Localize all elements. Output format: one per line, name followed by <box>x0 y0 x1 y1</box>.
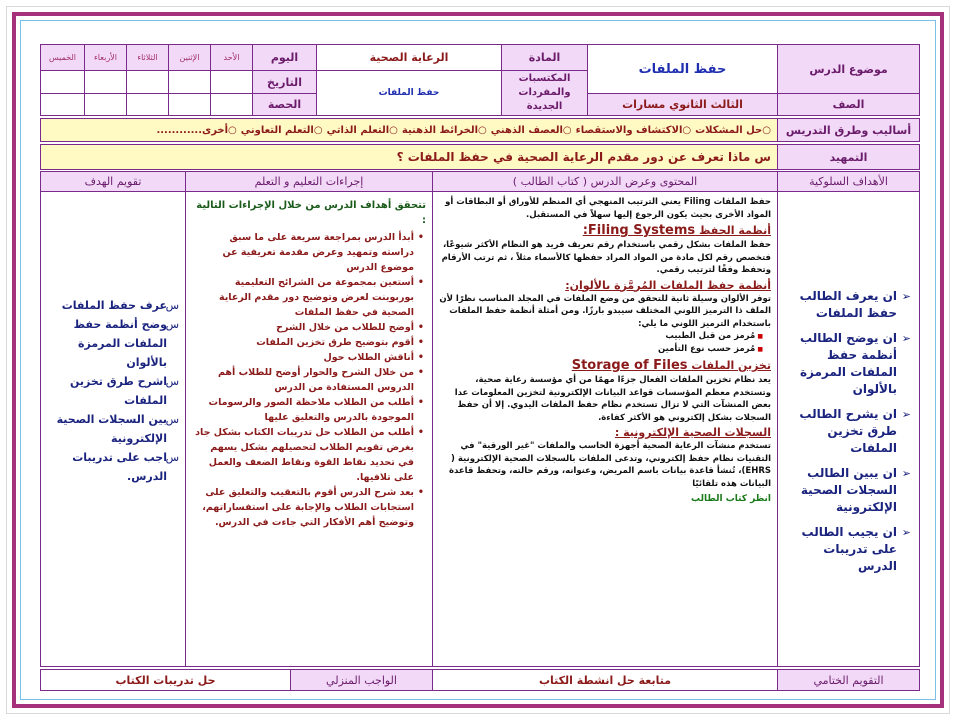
grade-value-text: الثالث الثانوي مسارات <box>622 98 743 111</box>
storage-title-en: Storage of Files <box>571 358 688 373</box>
day-mon <box>168 44 211 71</box>
vocab-label <box>501 70 588 116</box>
subject-label <box>501 44 588 71</box>
procedure-item: • بعد شرح الدرس أقوم بالتعقيب والتعليق على استجابات الطلاب والإجابة على استفساراتهم، وتوضيح أهم الأفكار التي جاءت في الدرس. <box>194 485 426 530</box>
period-sun <box>210 93 253 116</box>
col-objectives <box>777 171 920 192</box>
method-text: أخرى............ <box>156 124 229 136</box>
procedure-item: • أناقش الطلاب حول <box>194 350 426 365</box>
method-item[interactable]: ○التعلم الذاتي <box>326 124 398 136</box>
objective-item: ➢ ان يعرف الطالب حفظ الملفات <box>784 288 911 322</box>
procedure-item: • أطلب من الطلاب ملاحظة الصور والرسومات الموجودة بالدرس والتعليق عليها <box>194 395 426 425</box>
col-content-text: المحتوى وعرض الدرس ( كتاب الطالب ) <box>512 175 698 188</box>
day-wed-text: الأربعاء <box>94 53 117 62</box>
topic-label <box>777 44 920 94</box>
topic-value <box>587 44 778 94</box>
vocab-label-text: المكتسبات والمفردات الجديدة <box>518 73 571 112</box>
day-sun-text: الأحد <box>223 53 240 62</box>
method-text: التعلم الذاتي <box>326 124 390 136</box>
final-eval-value-text: متابعة حل انشطة الكتاب <box>538 673 672 687</box>
date-tue <box>126 70 169 94</box>
date-label-text: التاريخ <box>267 75 302 89</box>
homework-label <box>290 669 433 691</box>
day-thu <box>40 44 85 71</box>
method-item[interactable]: ○حل المشكلات <box>695 124 771 136</box>
topic-label-text: موضوع الدرس <box>809 62 888 76</box>
systems-text: حفظ الملفات بشكل رقمي باستخدام رقم تعريف فريد هو النظام الأكثر شيوعًا، فتخصص رقم لكل مادة من المواد المراد حفظها كالأسماء مثلاً ، ثم ترتب الأرقام وتحفظ وفقًا لترتيب رقمي. <box>441 240 771 275</box>
date-sun <box>210 70 253 94</box>
method-item[interactable]: ○التعلم التعاوني <box>240 124 323 136</box>
col-objectives-text: الأهداف السلوكية <box>809 175 888 188</box>
col-evaluation-text: تقويم الهدف <box>84 175 142 188</box>
method-item[interactable]: ○الاكتشاف والاستقصاء <box>575 124 692 136</box>
date-thu <box>40 70 85 94</box>
methods-label-text: أساليب وطرق التدريس <box>785 123 912 137</box>
evaluation-item: س اجب على تدريبات الدرس. <box>49 448 179 486</box>
day-label <box>252 44 317 71</box>
evaluation-item: س بين السجلات الصحية الإلكترونية <box>49 410 179 448</box>
grade-label-text: الصف <box>832 98 865 111</box>
procedure-item: • أقوم بتوضيح طرق تخزين الملفات <box>194 335 426 350</box>
final-eval-label <box>777 669 920 691</box>
period-label <box>252 93 317 116</box>
method-item[interactable]: ○العصف الذهني <box>490 124 572 136</box>
col-evaluation <box>40 171 186 192</box>
systems-heading <box>439 223 771 238</box>
col-procedures-text: إجراءات التعليم و التعلم <box>254 175 364 188</box>
homework-value-text: حل تدريبات الكتاب <box>115 673 216 687</box>
storage-text: يعد نظام تخزين الملفات الفعال جزءًا مهمًا من أي مؤسسة رعاية صحية، وتستخدم معظم المؤسسات قواعد البيانات الإلكترونية لتخزين المعلومات عدا بعض المنشآت التي لا تزال تستخدم نظام حفظ الملفات اليدوي. إلا أن حفظ السجلات بشكل إلكتروني هو الأكثر كفاءة. <box>454 375 771 423</box>
procedure-item: • أبدأ الدرس بمراجعة سريعة على ما سبق دراسته وتمهيد وعرض مقدمة تعريفية عن موضوع الدرس <box>194 230 426 275</box>
method-item[interactable]: ○الخرائط الذهنية <box>401 124 487 136</box>
procedure-item: • أطلب من الطلاب حل تدريبات الكتاب بشكل جاد بغرض تقويم الطلاب لتحصيلهم بشكل يسهم في تحديد نقاط القوة ونقاط الضعف والعمل على تلافيها. <box>194 425 426 485</box>
procedures-column <box>185 191 433 667</box>
storage-heading <box>439 358 771 373</box>
day-mon-text: الإثنين <box>179 53 200 62</box>
systems-title-en: Filing Systems: <box>582 223 696 238</box>
objective-item: ➢ ان يشرح الطالب طرق تخزين الملفات <box>784 406 911 457</box>
col-content <box>432 171 778 192</box>
color-text: توفر الألوان وسيلة ثانية للتحقق من وضع الملفات في المجلد المناسب نظرًا لأن الملف ذا الترميز اللوني المختلف سيبدو بارزًا. ومن أمثلة أنظمة حفظ الملفات باستخدام الترميز اللوني ما يلي: <box>439 293 771 329</box>
method-text: الاكتشاف والاستقصاء <box>575 124 683 136</box>
method-text: العصف الذهني <box>490 124 563 136</box>
procedure-item: • من خلال الشرح والحوار أوضح للطلاب أهم الدروس المستفادة من الدرس <box>194 365 426 395</box>
col-procedures <box>185 171 433 192</box>
day-sun <box>210 44 253 71</box>
objective-item: ➢ ان يبين الطالب السجلات الصحية الإلكترونية <box>784 465 911 516</box>
objectives-column <box>777 191 920 667</box>
objective-item: ➢ ان يجيب الطالب على تدريبات الدرس <box>784 524 911 575</box>
vocab-value-text: حفظ الملفات <box>378 88 440 98</box>
period-thu <box>40 93 85 116</box>
date-wed <box>84 70 127 94</box>
topic-value-text: حفظ الملفات <box>638 61 727 77</box>
intro-label-text: التمهيد <box>829 150 868 164</box>
student-book-note: انظر كتاب الطالب <box>691 494 771 504</box>
intro-question <box>40 144 778 170</box>
procedure-item: • أستعين بمجموعة من الشرائح التعليمية بوربوينت لعرض وتوضيح دور مقدم الرعاية الصحية في حفظ الملفات <box>194 275 426 320</box>
objective-item: ➢ ان يوضح الطالب أنظمة حفظ الملفات المرمزة بالألوان <box>784 330 911 398</box>
color-item: ■ مُرمز حسب نوع التأمين <box>439 343 763 356</box>
homework-label-text: الواجب المنزلي <box>326 673 397 687</box>
evaluation-item: س اشرح طرق تخزين الملفات <box>49 372 179 410</box>
storage-title: تخزين الملفات <box>691 359 771 372</box>
final-eval-label-text: التقويم الختامي <box>813 673 884 687</box>
ehr-text: تستخدم منشآت الرعاية الصحية أجهزة الحاسب والملفات "غير الورقية" في التقنيات نظام حفظ إلكتروني، وتدعى الملفات بالسجلات الصحية الإلكترونية ( EHRS)، تُنشأ قاعدة بيانات باسم المريض، وعنوانه، ورقم حالته، وتحفظ قاعدة البيانات هذه تلقائيًا <box>448 441 771 489</box>
intro-label <box>777 144 920 170</box>
period-wed <box>84 93 127 116</box>
method-text: التعلم التعاوني <box>240 124 314 136</box>
color-heading: أنظمة حفظ الملفات المُرمَّزة بالألوان: <box>565 278 771 292</box>
subject-value-text: الرعاية الصحية <box>369 51 449 64</box>
subject-label-text: المادة <box>528 51 561 64</box>
day-tue <box>126 44 169 71</box>
method-item[interactable]: ○أخرى............ <box>156 124 237 136</box>
grade-label <box>777 93 920 116</box>
procedure-item: • أوضح للطلاب من خلال الشرح <box>194 320 426 335</box>
subject-value <box>316 44 502 71</box>
color-item: ■ مُرمز من قبل الطبيب <box>439 330 763 343</box>
period-label-text: الحصة <box>267 98 302 111</box>
day-wed <box>84 44 127 71</box>
method-text: الخرائط الذهنية <box>401 124 479 136</box>
day-tue-text: الثلاثاء <box>137 53 158 62</box>
grade-value <box>587 93 778 116</box>
content-intro: حفظ الملفات Filing يعني الترتيب المنهجي أي المنظم للأوراق أو البطاقات أو المواد الأخرى بحيث يكون الرجوع إليها سهلاً في المستقبل. <box>445 197 771 220</box>
final-eval-value <box>432 669 778 691</box>
systems-title: أنظمة الحفظ <box>698 224 771 237</box>
ehr-heading: السجلات الصحية الإلكترونية : <box>614 426 771 439</box>
day-label-text: اليوم <box>270 51 299 64</box>
evaluation-item: س عرف حفظ الملفات <box>49 296 179 315</box>
date-label <box>252 70 317 94</box>
methods-label <box>777 118 920 142</box>
procedures-heading: تتحقق أهداف الدرس من خلال الإجراءات التالية : <box>196 200 426 226</box>
evaluation-item: س وضح أنظمة حفظ الملفات المرمزة بالألوان <box>49 315 179 372</box>
homework-value <box>40 669 291 691</box>
period-mon <box>168 93 211 116</box>
period-tue <box>126 93 169 116</box>
vocab-value <box>316 70 502 116</box>
evaluation-column <box>40 191 186 667</box>
date-mon <box>168 70 211 94</box>
day-thu-text: الخميس <box>48 53 77 62</box>
methods-list <box>40 118 778 142</box>
content-column <box>432 191 778 667</box>
method-text: حل المشكلات <box>695 124 763 136</box>
intro-question-text: س ماذا تعرف عن دور مقدم الرعاية الصحية في حفظ الملفات ؟ <box>396 150 771 164</box>
